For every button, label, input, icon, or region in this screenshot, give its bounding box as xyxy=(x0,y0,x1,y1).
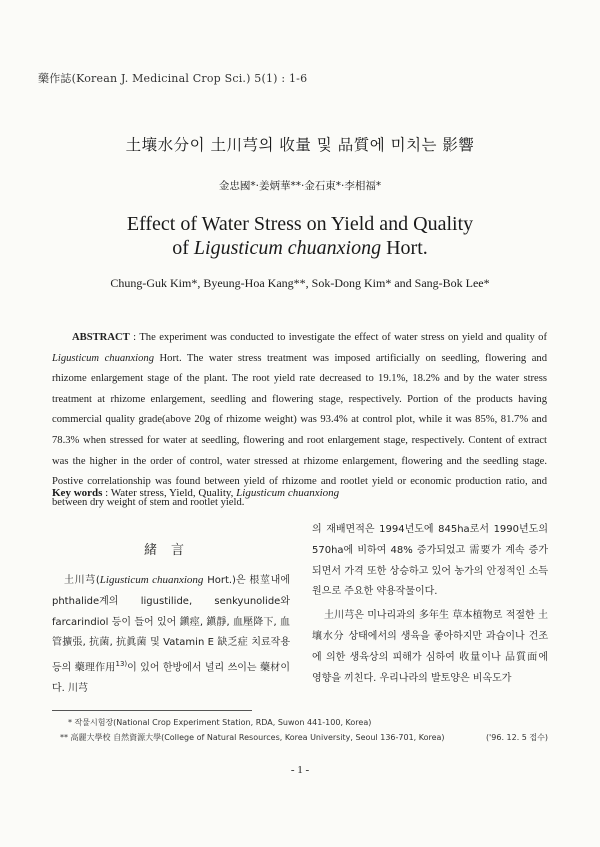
footnote-1: * 작물시험장(National Crop Experiment Station, RDA, Suwon 441-100, Korea) xyxy=(68,718,372,727)
right-column xyxy=(312,520,548,689)
section-heading-introduction: 緒言 xyxy=(143,543,198,558)
title-english xyxy=(0,212,600,260)
left-column xyxy=(52,570,290,700)
abstract-text-2: Hort. The water stress treatment was imposed artificially on seedling, flowering and rhizome enlargement stage of the plant. The root yield rate decreased to 19.1%, 18.2% and by the water stress treatment at rhizome enlargement, seedling and flowering stage, respectively. Portion of the products having commercial quality grade(above 20g of rhizome weight) was 93.4% at control plot, while it was 85%, 81.7% and 78.3% when stressed for water at seedling, flowering and root enlargement stage, respectively. Content of extract was the higher in the order of control, water stressed at rhizome enlargement, flowering and the seedling stage. Postive correlationship was found between yield of rhizome and rootlet yield or economic production ratio, and between dry weight of stem and rootlet yield. xyxy=(52,352,547,508)
title-korean: 土壤水分이 土川芎의 收量 및 品質에 미치는 影響 xyxy=(125,136,475,154)
title-english-line1: Effect of Water Stress on Yield and Quality xyxy=(126,213,474,235)
left-paragraph xyxy=(52,570,290,700)
abstract-text-1: The experiment was conducted to investigate the effect of water stress on yield and quality of xyxy=(139,332,547,343)
keywords-species: Ligusticum chuanxiong xyxy=(236,487,340,499)
abstract xyxy=(52,328,547,513)
page-number: - 1 - xyxy=(290,764,310,776)
left-text-b: Hort.)은 根莖내에 phthalide계의 ligustilide, senkyunolide와 farcarindiol 등이 들어 있어 鎭痙, 鎭靜, 血壓降下, 血管擴張, 抗菌, 抗眞菌 및 Vatamin E 缺乏症 치료작용 등의 藥理作用 xyxy=(52,575,290,674)
footnote-rule xyxy=(52,710,252,711)
left-text-a: 土川芎( xyxy=(64,575,100,586)
title-english-line2 xyxy=(0,236,600,260)
abstract-sep: : xyxy=(129,332,140,343)
right-paragraph-2: 土川芎은 미나리과의 多年生 草本植物로 적절한 土壤水分 상태에서의 생육을 좋아하지만 과습이나 건조에 의한 생육상의 피해가 심하여 收量이나 品質面에 영향을 끼친다. 우리나라의 발토양은 비옥도가 xyxy=(312,610,548,684)
title-of: of xyxy=(172,237,194,259)
footnote-2: ** 高麗大學校 自然資源大學(College of Natural Resources, Korea University, Seoul 136-701, Korea) xyxy=(60,733,445,742)
journal-citation: 藥作誌(Korean J. Medicinal Crop Sci.) 5(1) : 1-6 xyxy=(38,72,308,85)
title-tail: Hort. xyxy=(381,237,428,259)
authors-korean: 金忠國*·姜炳華**·金石東*·李相福* xyxy=(218,180,382,192)
left-text-c: 이 있어 한방에서 널리 쓰이는 藥材이다. 川芎 xyxy=(52,662,290,695)
title-species: Ligusticum chuanxiong xyxy=(193,237,382,259)
keywords-text: Water stress, Yield, Quality, xyxy=(110,487,237,499)
keywords-label: Key words xyxy=(52,487,103,499)
received-date: ('96. 12. 5 접수) xyxy=(485,733,548,742)
keywords xyxy=(52,487,547,499)
abstract-species: Ligusticum chuanxiong xyxy=(52,352,155,364)
right-paragraph-1: 의 재배면적은 1994년도에 845ha로서 1990년도의 570ha에 비하여 48% 증가되었고 需要가 계속 증가되면서 가격 또한 상승하고 있어 농가의 안정적인 소득원으로 주요한 약용작물이다. xyxy=(312,524,548,598)
authors-english: Chung-Guk Kim*, Byeung-Hoa Kang**, Sok-Dong Kim* and Sang-Bok Lee* xyxy=(110,276,490,290)
abstract-label: ABSTRACT xyxy=(72,332,130,343)
keywords-sep: : xyxy=(102,487,111,499)
citation-superscript: 13) xyxy=(115,660,128,669)
left-species: Ligusticum chuanxiong xyxy=(99,574,204,586)
